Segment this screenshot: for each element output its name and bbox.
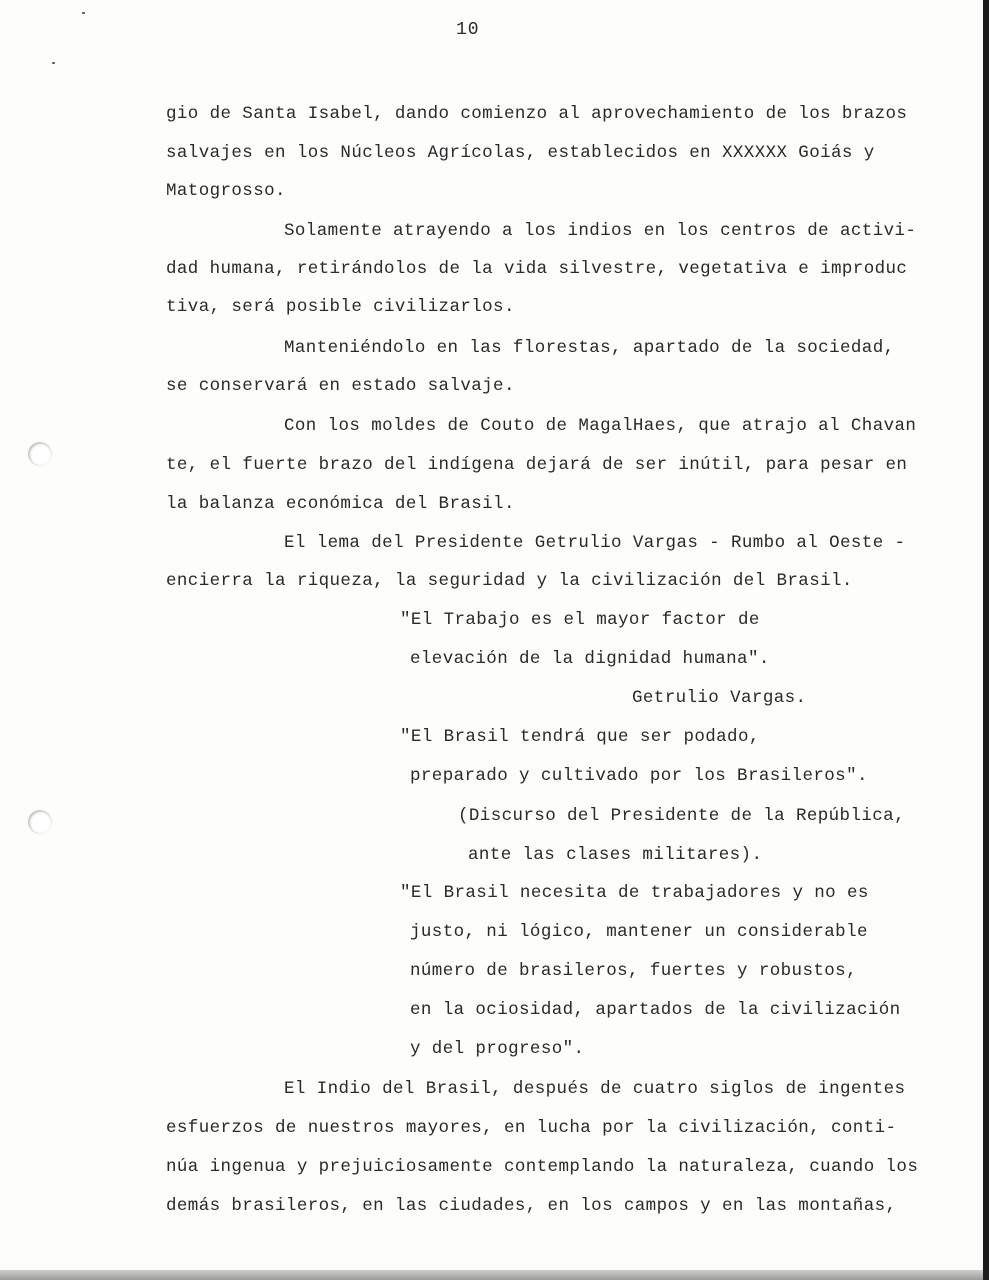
quote-line: preparado y cultivado por los Brasileros".	[410, 766, 868, 786]
text-line: núa ingenua y prejuiciosamente contemplando la naturaleza, cuando los	[166, 1157, 919, 1177]
text-line: se conservará en estado salvaje.	[166, 376, 515, 396]
text-line: salvajes en los Núcleos Agrícolas, establecidos en XXXXXX Goiás y	[166, 143, 875, 163]
punch-hole	[28, 810, 52, 834]
text-line: Con los moldes de Couto de MagalHaes, que atrajo al Chavan	[284, 416, 917, 436]
quote-line: y del progreso".	[410, 1039, 585, 1059]
quote-line: "El Brasil tendrá que ser podado,	[400, 727, 760, 747]
quote-line: justo, ni lógico, mantener un considerable	[410, 922, 868, 942]
text-line: gio de Santa Isabel, dando comienzo al aprovechamiento de los brazos	[166, 104, 908, 124]
quote-line: "El Brasil necesita de trabajadores y no es	[400, 883, 869, 903]
ink-speck	[52, 62, 55, 64]
text-line: dad humana, retirándolos de la vida silvestre, vegetativa e improduc	[166, 259, 908, 279]
quote-attribution: (Discurso del Presidente de la República,	[458, 806, 905, 826]
text-line: demás brasileros, en las ciudades, en los campos y en las montañas,	[166, 1196, 897, 1216]
quote-line: en la ociosidad, apartados de la civilización	[410, 1000, 901, 1020]
text-line: esfuerzos de nuestros mayores, en lucha por la civilización, conti-	[166, 1118, 897, 1138]
quote-line: "El Trabajo es el mayor factor de	[400, 610, 760, 630]
text-line: Solamente atrayendo a los indios en los centros de activi-	[284, 221, 917, 241]
ink-speck	[82, 12, 85, 14]
text-line: El Indio del Brasil, después de cuatro siglos de ingentes	[284, 1079, 906, 1099]
page-number: 10	[456, 20, 480, 40]
quote-line: elevación de la dignidad humana".	[410, 649, 770, 669]
text-line: Manteniéndolo en las florestas, apartado de la sociedad,	[284, 338, 895, 358]
quote-attribution: ante las clases militares).	[468, 845, 763, 865]
text-line: El lema del Presidente Getrulio Vargas - Rumbo al Oeste -	[284, 533, 906, 553]
text-line: tiva, será posible civilizarlos.	[166, 297, 515, 317]
text-line: Matogrosso.	[166, 181, 286, 201]
text-line: encierra la riqueza, la seguridad y la civilización del Brasil.	[166, 571, 853, 591]
text-line: la balanza económica del Brasil.	[166, 494, 515, 514]
quote-attribution: Getrulio Vargas.	[632, 688, 807, 708]
text-line: te, el fuerte brazo del indígena dejará de ser inútil, para pesar en	[166, 455, 908, 475]
punch-hole	[28, 442, 52, 466]
quote-line: número de brasileros, fuertes y robustos,	[410, 961, 857, 981]
page-bottom-edge	[0, 1270, 983, 1280]
